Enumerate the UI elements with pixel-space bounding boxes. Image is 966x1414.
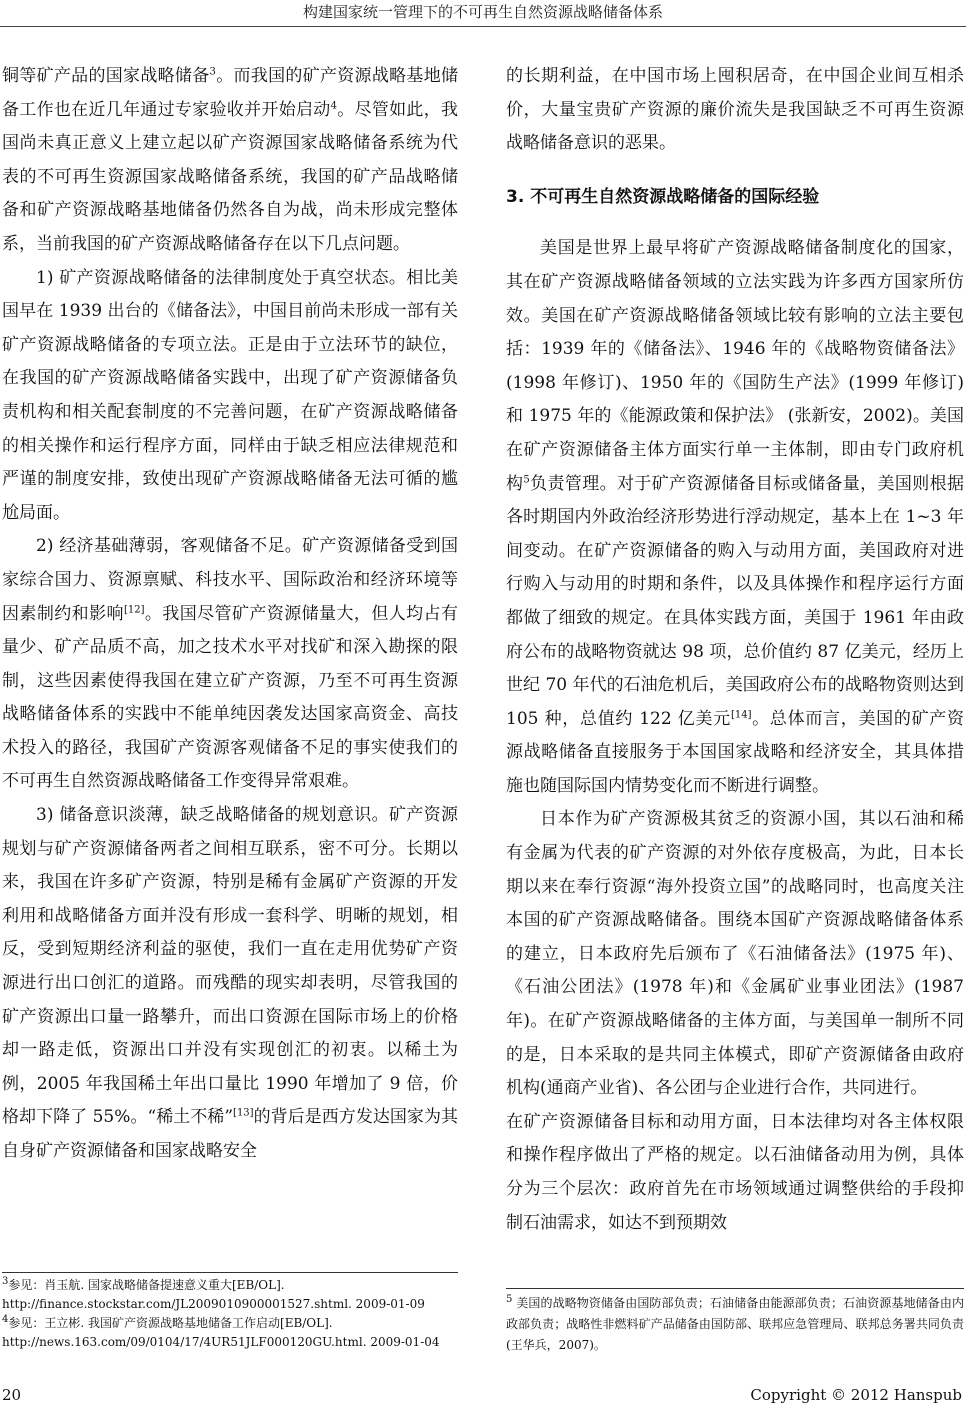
footnote-ref[interactable]: 4 xyxy=(330,99,337,111)
paragraph: 2) 经济基础薄弱，客观储备不足。矿产资源储备受到国家综合国力、资源禀赋、科技水平、国际政治和经济环境等因素制约和影响[12]。我国尽管矿产资源储量大，但人均占有量少、矿产品质不高，加之技术水平对找矿和深入勘探的限制，这些因素使得我国在建立矿产资源，乃至不可再生资源战略储备体系的实践中不能单纯因袭发达国家高资金、高技术投入的路径，我国矿产资源客观储备不足的事实使我们的不可再生自然资源战略储备工作变得异常艰难。 xyxy=(2,536,459,792)
footnote-ref[interactable]: 3 xyxy=(209,66,216,78)
footnote-rule xyxy=(506,1288,964,1289)
paragraph: 3) 储备意识淡薄，缺乏战略储备的规划意识。矿产资源规划与矿产资源储备两者之间相互联系，密不可分。长期以来，我国在许多矿产资源，特别是稀有金属矿产资源的开发利用和战略储备方面并没有形成一套科学、明晰的规划，相反，受到短期经济利益的驱使，我们一直在走用优势矿产资源进行出口创汇的道路。而残酷的现实却表明，尽管我国的矿产资源出口量一路攀升，而出口资源在国际市场上的价格却一路走低，资源出口并没有实现创汇的初衷。以稀土为例，2005 年我国稀土年出口量比 1990 年增加了 9 倍，价格却下降了 55%。“稀土不稀”[13]的背后是西方发达国家为其自身矿产资源储备和国家战略安全 xyxy=(2,805,459,1161)
paragraph: 美国是世界上最早将矿产资源战略储备制度化的国家，其在矿产资源战略储备领域的立法实践为许多西方国家所仿效。美国在矿产资源战略储备领域比较有影响的立法主要包括：1939 年的《储备法》、1946 年的《战略物资储备法》(1998 年修订)、1950 年的《国防生产法》(1999 年修订)和 1975 年的《能源政策和保护法》 (张新安，2002)。美国在矿产资源储备主体方面实行单一主体制，即由专门政府机构$^5$负责管理。对于矿产资源储备目标或储备量，美国则根据各时期国内外政治经济形势进行浮动规定，基本上在 1~3 年间变动。在矿产资源储备的购入与动用方面，美国政府对进行购入与动用的时期和条件，以及具体操作和程序运行方面都做了细致的规定。在具体实践方面，美国于 1961 年由政府公布的战略物资就达 98 项，总价值约 87 亿美元，经历上世纪 70 年代的石油危机后，美国政府公布的战略物资则达到 105 种，总值约 122 亿美元[14]。总体而言，美国的矿产资源战略储备直接服务于本国国家战略和经济安全，其具体措施也随国际国内情势变化而不断进行调整。 xyxy=(506,238,965,796)
footnote-url[interactable]: http://news.163.com/09/0104/17/4UR51JLF000120GU.html. 2009-01-04 xyxy=(2,1335,440,1349)
paragraph: 1) 矿产资源战略储备的法律制度处于真空状态。相比美国早在 1939 出台的《储备法》，中国目前尚未形成一部有关矿产资源战略储备的专项立法。正是由于立法环节的缺位，在我国的矿产资源战略储备实践中，出现了矿产资源储备负责机构和相关配套制度的不完善问题，在矿产资源战略储备的相关操作和运行程序方面，同样由于缺乏相应法律规范和严谨的制度安排，致使出现矿产资源战略储备无法可循的尴尬局面。 xyxy=(2,267,458,523)
footnotes-left xyxy=(2,1276,462,1352)
footnote-rule xyxy=(2,1272,458,1273)
page-number: 20 xyxy=(2,1386,22,1404)
footnote: $^3$参见：肖玉航. 国家战略储备提速意义重大[EB/OL]. xyxy=(2,1276,285,1292)
footnote: $^4$参见：王立彬. 我国矿产资源战略基地储备工作启动[EB/OL]. xyxy=(2,1314,333,1330)
footnotes-right xyxy=(506,1293,964,1356)
right-column xyxy=(506,60,964,1240)
citation-ref[interactable]: [14] xyxy=(730,709,752,721)
left-column xyxy=(2,60,458,1169)
footnote: $^5$ 美国的战略物资储备由国防部负责；石油储备由能源部负责；石油资源基地储备由内政部负责；战略性非燃料矿产品储备由国防部、联邦应急管理局、联邦总务署共同负责(王华兵，2007)。 xyxy=(506,1294,964,1352)
citation-ref[interactable]: [12] xyxy=(123,603,145,615)
paragraph: 的长期利益，在中国市场上囤积居奇，在中国企业间互相杀价，大量宝贵矿产资源的廉价流失是我国缺乏不可再生资源战略储备意识的恶果。 xyxy=(506,66,964,154)
paragraph: 铜等矿产品的国家战略储备$^3$。而我国的矿产资源战略基地储备工作也在近几年通过专家验收并开始启动$^4$。尽管如此，我国尚未真正意义上建立起以矿产资源国家战略储备系统为代表的不可再生资源国家战略储备系统，我国的矿产品战略储备和矿产资源战略基地储备仍然各自为战，尚未形成完整体系，当前我国的矿产资源战略储备存在以下几点问题。 xyxy=(2,66,459,254)
running-header: 构建国家统一管理下的不可再生自然资源战略储备体系 xyxy=(302,3,663,21)
citation-ref[interactable]: [13] xyxy=(233,1107,254,1119)
footnote-url[interactable]: http://finance.stockstar.com/JL2009010900001527.shtml. 2009-01-09 xyxy=(2,1297,425,1311)
paragraph: 在矿产资源储备目标和动用方面，日本法律均对各主体权限和操作程序做出了严格的规定。以石油储备动用为例，具体分为三个层次：政府首先在市场领域通过调整供给的手段抑制石油需求，如达不到预期效 xyxy=(506,1111,964,1233)
copyright: Copyright © 2012 Hanspub xyxy=(750,1386,962,1404)
footnote-ref[interactable]: 5 xyxy=(523,473,530,485)
header-rule xyxy=(0,26,966,27)
section-heading: 3. 不可再生自然资源战略储备的国际经验 xyxy=(506,186,820,207)
paragraph: 日本作为矿产资源极其贫乏的资源小国，其以石油和稀有金属为代表的矿产资源的对外依存度极高，为此，日本长期以来在奉行资源“海外投资立国”的战略同时，也高度关注本国的矿产资源战略储备。围绕本国矿产资源战略储备体系的建立，日本政府先后颁布了《石油储备法》(1975 年)、《石油公团法》(1978 年)和《金属矿业事业团法》(1987 年)。在矿产资源战略储备的主体方面，与美国单一制所不同的是，日本采取的是共同主体模式，即矿产资源储备由政府机构(通商产业省)、各公团与企业进行合作，共同进行。 xyxy=(506,809,964,1099)
